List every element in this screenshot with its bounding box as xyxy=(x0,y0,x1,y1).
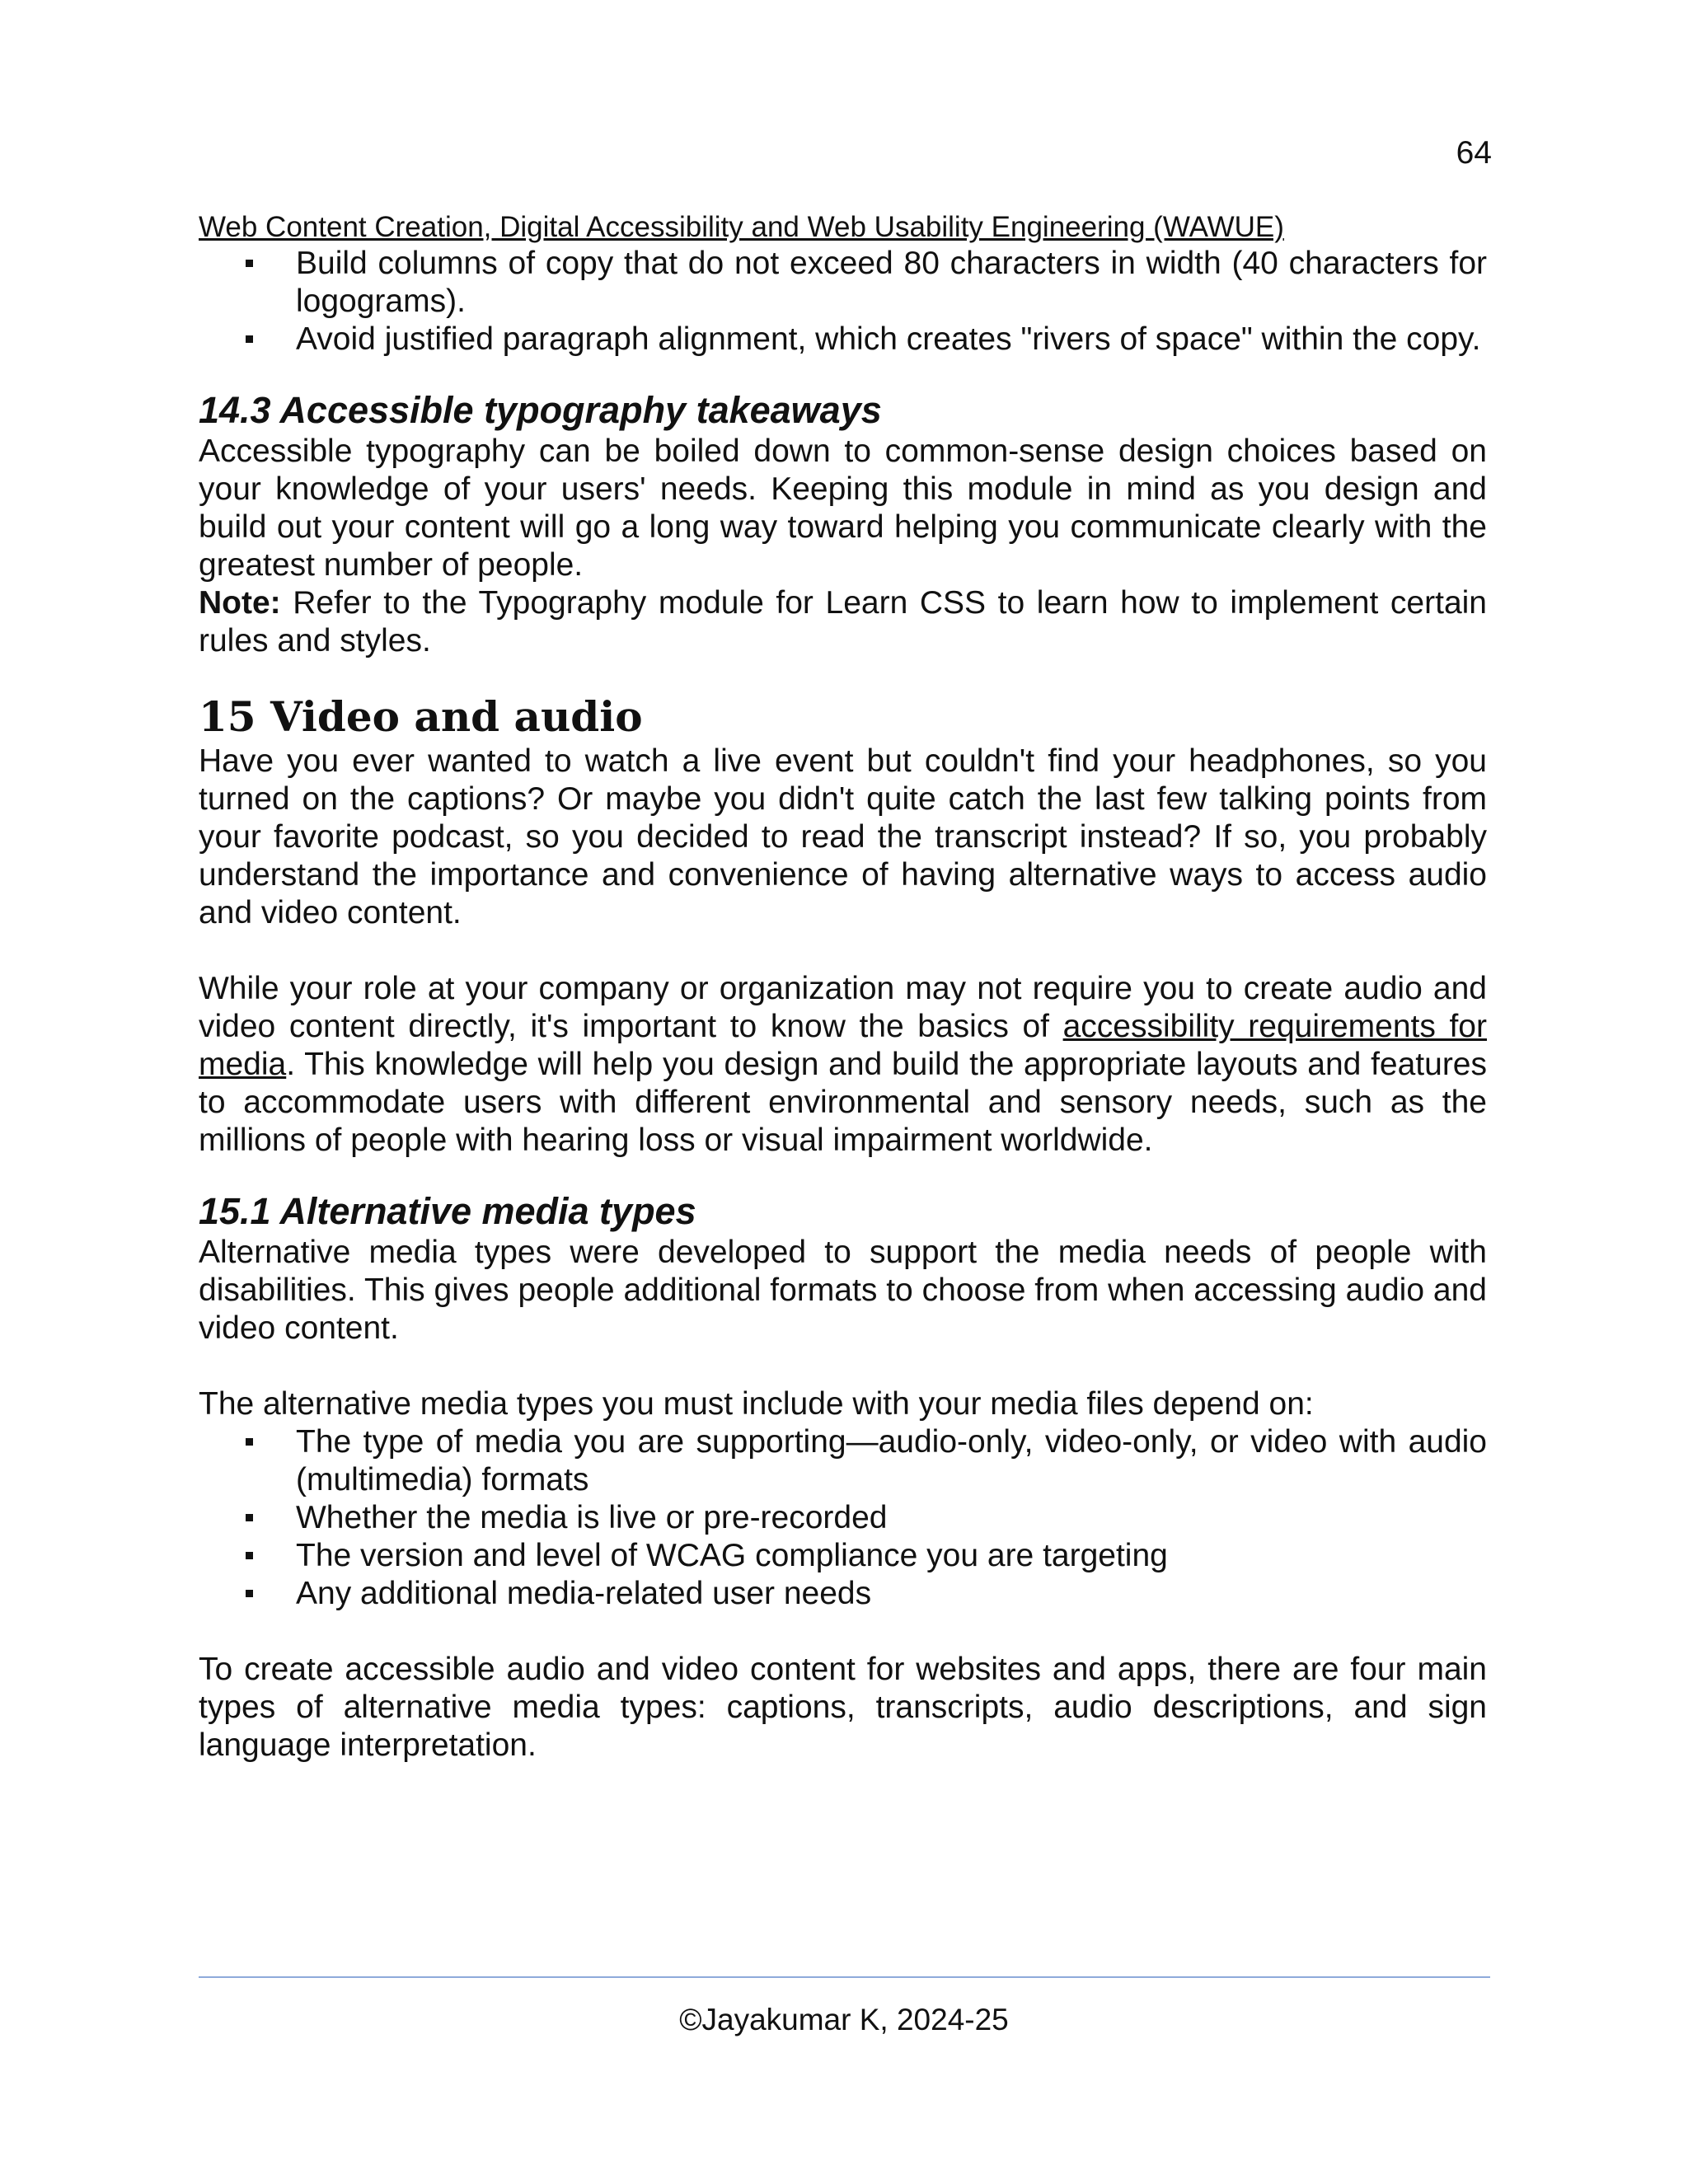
square-bullet-icon xyxy=(246,335,253,343)
footer-divider xyxy=(199,1976,1490,1978)
square-bullet-icon xyxy=(246,1514,253,1521)
section-heading-15-1: 15.1 Alternative media types xyxy=(199,1190,696,1232)
section-15-paragraph-2: While your role at your company or organization may not require you to create audio and video content directly, it's important to know the basics of accessibility requirements for media. This knowledge will help you design and build the appropriate layouts and features to accommodate users with different environmental and sensory needs, such as the millions of people with hearing loss or visual impairment worldwide. xyxy=(199,971,1487,1158)
list-item: The type of media you are supporting—audio-only, video-only, or video with audio (multimedia) formats xyxy=(199,1423,1487,1499)
note-text: Refer to the Typography module for Learn CSS to learn how to implement certain rules and styles. xyxy=(199,585,1487,658)
square-bullet-icon xyxy=(246,1590,253,1597)
square-bullet-icon xyxy=(246,1552,253,1559)
section-14-3-paragraph: Accessible typography can be boiled down to common-sense design choices based on your knowledge of your users' needs. Keeping this module in mind as you design and build out your content will go a long way toward helping you communicate clearly with the greatest number of people. xyxy=(199,434,1487,583)
list-item: Build columns of copy that do not exceed 80 characters in width (40 characters for logograms). xyxy=(199,245,1487,321)
square-bullet-icon xyxy=(246,1438,253,1446)
section-heading-14-3: 14.3 Accessible typography takeaways xyxy=(199,389,882,431)
intro-bullet-list xyxy=(199,245,1487,359)
running-header: Web Content Creation, Digital Accessibility and Web Usability Engineering (WAWUE) xyxy=(199,211,1284,243)
section-15-paragraph-1: Have you ever wanted to watch a live event but couldn't find your headphones, so you turned on the captions? Or maybe you didn't quite catch the last few talking points from your favorite podcast, so you decided to read the transcript instead? If so, you probably understand the importance and convenience of having alternative ways to access audio and video content. xyxy=(199,743,1487,930)
list-item: Any additional media-related user needs xyxy=(199,1575,1487,1613)
section-15-1-paragraph-3: To create accessible audio and video content for websites and apps, there are four main types of alternative media types: captions, transcripts, audio descriptions, and sign language interpretation. xyxy=(199,1652,1487,1763)
section-15-1-paragraph-1: Alternative media types were developed to support the media needs of people with disabilities. This gives people additional formats to choose from when accessing audio and video content. xyxy=(199,1235,1487,1346)
list-item: Whether the media is live or pre-recorded xyxy=(199,1499,1487,1537)
media-factors-bullet-list xyxy=(199,1423,1487,1613)
accessibility-requirements-link[interactable]: accessibility requirements for media xyxy=(199,1009,1487,1082)
list-item: Avoid justified paragraph alignment, which creates "rivers of space" within the copy. xyxy=(199,321,1487,359)
square-bullet-icon xyxy=(246,260,253,267)
page-content xyxy=(199,210,1487,1765)
page-number: 64 xyxy=(1456,135,1492,171)
section-15-1-paragraph-2: The alternative media types you must include with your media files depend on: xyxy=(199,1386,1314,1422)
note-label: Note: xyxy=(199,585,281,621)
section-heading-15: 15 Video and audio xyxy=(199,692,643,741)
note-paragraph xyxy=(199,584,1487,660)
footer-copyright: ©Jayakumar K, 2024-25 xyxy=(679,2003,1009,2036)
list-item: The version and level of WCAG compliance you are targeting xyxy=(199,1537,1487,1575)
